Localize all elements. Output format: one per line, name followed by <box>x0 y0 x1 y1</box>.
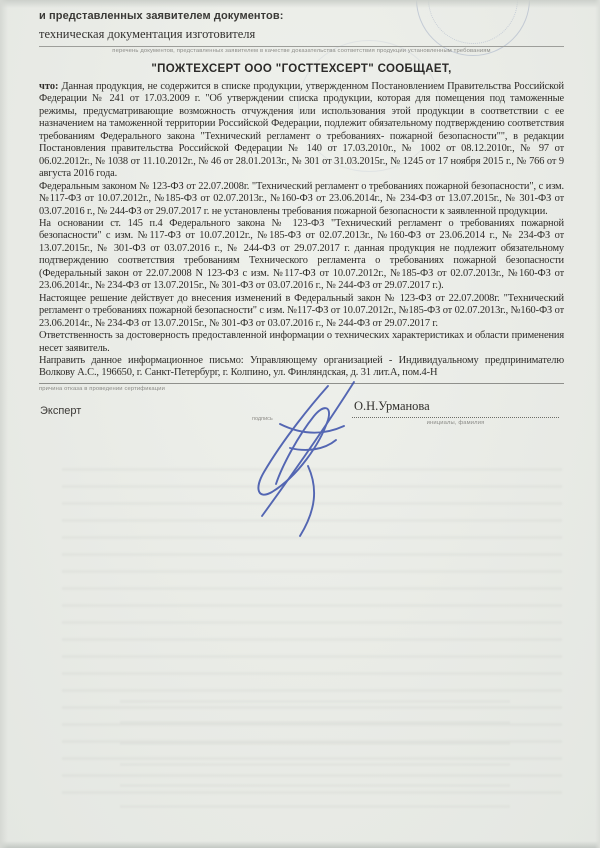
page-edge-right <box>595 0 600 848</box>
paragraph-lead: что: <box>39 81 59 92</box>
page-edge-top <box>0 0 600 8</box>
body-paragraph-4: Настоящее решение действует до внесения изменений в Федеральный закон № 123-ФЗ от 22.07.2008г. "Технический регламент о требованиях пожарной безопасности" с изм. №117-ФЗ от 10.07.2012г., №185-ФЗ от 02.07.2013г., №160-ФЗ от 23.06.2014г., № 234-ФЗ от 13.07.2015г., № 301-ФЗ от 03.07.2016 г., № 244-ФЗ от 29.07.2017 г. <box>39 292 564 329</box>
body-paragraph-3: На основании ст. 145 п.4 Федерального закона № 123-ФЗ "Технический регламент о требованиях пожарной безопасности" с изм. №117-ФЗ от 10.07.2012г., №185-ФЗ от 02.07.2013г., №160-ФЗ от 23.06.2014 г., № 234-ФЗ от 13.07.2015г., № 301-ФЗ от 03.07.2016 г., № 244-ФЗ от 29.07.2017 г. данная продукция не подлежит обязательному подтверждению соответствия требованиям Технического регламента о требованиях пожарной безопасности (Федеральный закон от 22.07.2008 N 123-ФЗ с изм. №117-ФЗ от 10.07.2012г., №185-ФЗ от 02.07.2013г., №160-ФЗ от 23.06.2014г., № 234-ФЗ от 13.07.2015г., № 301-ФЗ от 03.07.2016 г., № 244-ФЗ от 29.07.2017 г.). <box>39 217 564 292</box>
document-title: "ПОЖТЕХСЕРТ ООО "ГОСТТЕХСЕРТ" СООБЩАЕТ, <box>151 63 452 75</box>
body-paragraph-6: Направить данное информационное письмо: Управляющему организацией - Индивидуальному предпринимателю Волкову А.С., 196650, г. Санкт-Петербург, г. Колпино, ул. Финляндская, д. 31 лит.А, пом.4-Н <box>39 354 564 379</box>
signatory-name: О.Н.Урманова <box>354 398 430 413</box>
page-edge-left <box>0 0 8 848</box>
signatory-block <box>352 399 559 426</box>
body-paragraph-2: Федеральным законом № 123-ФЗ от 22.07.2008г. "Технический регламент о требованиях пожарной безопасности", с изм. №117-ФЗ от 10.07.2012г., №185-ФЗ от 02.07.2013г., №160-ФЗ от 23.06.2014г., № 234-ФЗ от 13.07.2015г., № 301-ФЗ от 03.07.2016 г., № 244-ФЗ от 29.07.2017 г. не установлены требования пожарной безопасности к заявленной продукции. <box>39 180 564 217</box>
body-paragraph-1: что: Данная продукция, не содержится в списке продукции, утвержденном Постановлением Правительства Российской Федерации № 241 от 17.03.2009 г. "Об утверждении списка продукции, которая для помещения под таможенные режимы, предусматривающие возможность отчуждения или использования этой продукции в соответствии с ее назначением на таможенной территории Российской Федерации, подлежит обязательному подтверждению соответствия требованиям Федерального закона "Технический регламент о требованиях- пожарной безопасности"", в редакции Постановления правительства Российской Федерации № 140 от 17.03.2010г., № 1002 от 08.12.2010г., № 97 от 06.02.2012г., № 1038 от 11.10.2012г., № 46 от 28.01.2013г., № 301 от 31.03.2015г., № 1245 от 17 ноября 2015 г., № 766 от 9 августа 2016 года. <box>39 81 564 180</box>
header-line-documents: и представленных заявителем документов: <box>39 10 284 22</box>
signature-dotted-line <box>352 416 559 418</box>
document-subtitle: техническая документация изготовителя <box>39 27 256 41</box>
header-caption: перечень документов, представленных заявителем в качестве доказательства соответствия продукции установленным требованиям <box>112 48 491 54</box>
header-rule <box>39 22 564 47</box>
expert-label: Эксперт <box>40 404 82 417</box>
divider-rule <box>39 383 564 384</box>
refusal-reason-caption: причина отказа в проведении сертификации <box>39 385 166 392</box>
bleed-through-text-lower <box>120 700 510 810</box>
signatory-caption: инициалы, фамилия <box>426 419 485 426</box>
document-body <box>39 81 564 380</box>
signature-caption: подпись <box>252 415 273 422</box>
body-paragraph-5: Ответственность за достоверность предоставленной информации о технических характеристиках и области применения несет заявитель. <box>39 330 564 354</box>
page-edge-bottom <box>0 841 600 848</box>
